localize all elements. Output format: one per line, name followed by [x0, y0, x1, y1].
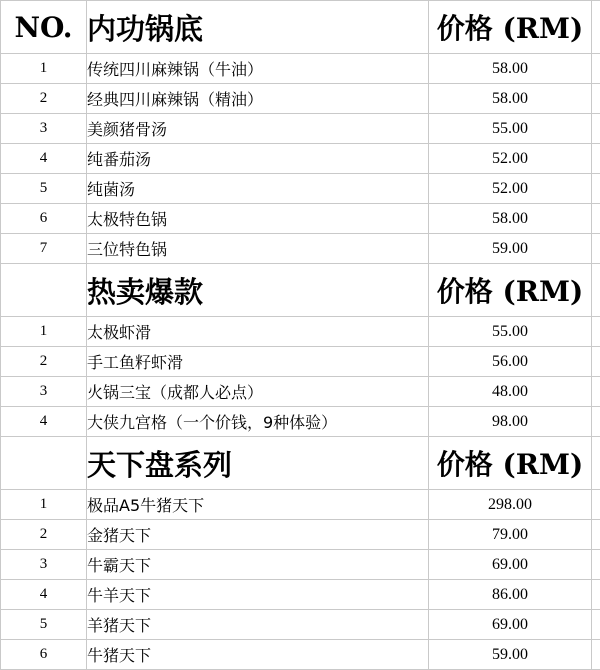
- no-column-header: NO.: [1, 1, 87, 54]
- table-row: [1, 114, 600, 144]
- empty-cell: [592, 54, 600, 84]
- item-price: 298.00: [429, 490, 592, 520]
- item-number: 4: [1, 580, 87, 610]
- section-header-row: [1, 264, 600, 317]
- table-row: [1, 144, 600, 174]
- table-row: [1, 204, 600, 234]
- item-number: 3: [1, 550, 87, 580]
- item-name: 羊猪天下: [87, 610, 429, 640]
- empty-cell: [592, 640, 600, 670]
- table-row: [1, 377, 600, 407]
- section-header-row: [1, 437, 600, 490]
- item-price: 69.00: [429, 550, 592, 580]
- table-row: [1, 640, 600, 670]
- empty-cell: [592, 580, 600, 610]
- item-number: 5: [1, 174, 87, 204]
- item-price: 69.00: [429, 610, 592, 640]
- price-unit: (RM): [503, 12, 584, 45]
- table-row: [1, 317, 600, 347]
- empty-cell: [592, 264, 600, 317]
- item-name: 大侠九宫格（一个价钱，9种体验）: [87, 407, 429, 437]
- item-number: 6: [1, 640, 87, 670]
- item-price: 52.00: [429, 174, 592, 204]
- item-price: 59.00: [429, 640, 592, 670]
- table-row: [1, 580, 600, 610]
- item-name: 牛羊天下: [87, 580, 429, 610]
- table-row: [1, 84, 600, 114]
- item-name: 太极特色锅: [87, 204, 429, 234]
- section-header-row: [1, 1, 600, 54]
- price-label: 价格: [437, 12, 493, 45]
- item-name: 纯番茄汤: [87, 144, 429, 174]
- item-number: 1: [1, 317, 87, 347]
- item-number: 2: [1, 84, 87, 114]
- item-price: 58.00: [429, 204, 592, 234]
- item-name: 极品A5牛猪天下: [87, 490, 429, 520]
- price-label: 价格: [437, 448, 493, 481]
- item-number: 3: [1, 377, 87, 407]
- empty-cell: [592, 347, 600, 377]
- item-name: 太极虾滑: [87, 317, 429, 347]
- empty-cell: [592, 550, 600, 580]
- item-number: 1: [1, 54, 87, 84]
- item-number: 1: [1, 490, 87, 520]
- item-price: 55.00: [429, 317, 592, 347]
- empty-cell: [592, 1, 600, 54]
- item-price: 59.00: [429, 234, 592, 264]
- item-price: 48.00: [429, 377, 592, 407]
- item-price: 58.00: [429, 54, 592, 84]
- item-price: 58.00: [429, 84, 592, 114]
- item-name: 牛猪天下: [87, 640, 429, 670]
- menu-table-body: [1, 1, 600, 670]
- price-label: 价格: [437, 275, 493, 308]
- item-name: 牛霸天下: [87, 550, 429, 580]
- item-price: 98.00: [429, 407, 592, 437]
- table-row: [1, 347, 600, 377]
- item-number: 7: [1, 234, 87, 264]
- empty-cell: [592, 610, 600, 640]
- price-unit: (RM): [503, 448, 584, 481]
- empty-cell: [592, 234, 600, 264]
- table-row: [1, 407, 600, 437]
- item-price: 55.00: [429, 114, 592, 144]
- section-title: 内功锅底: [87, 1, 429, 54]
- item-price: 52.00: [429, 144, 592, 174]
- item-price: 79.00: [429, 520, 592, 550]
- empty-cell: [1, 437, 87, 490]
- item-number: 6: [1, 204, 87, 234]
- item-name: 纯菌汤: [87, 174, 429, 204]
- table-row: [1, 54, 600, 84]
- empty-cell: [592, 204, 600, 234]
- item-price: 56.00: [429, 347, 592, 377]
- item-price: 86.00: [429, 580, 592, 610]
- table-row: [1, 174, 600, 204]
- table-row: [1, 490, 600, 520]
- empty-cell: [592, 114, 600, 144]
- item-name: 手工鱼籽虾滑: [87, 347, 429, 377]
- item-name: 火锅三宝（成都人必点）: [87, 377, 429, 407]
- item-name: 传统四川麻辣锅（牛油）: [87, 54, 429, 84]
- price-column-header: [429, 1, 592, 54]
- item-name: 金猪天下: [87, 520, 429, 550]
- empty-cell: [592, 490, 600, 520]
- empty-cell: [592, 317, 600, 347]
- item-name: 三位特色锅: [87, 234, 429, 264]
- item-number: 5: [1, 610, 87, 640]
- empty-cell: [592, 174, 600, 204]
- section-title: 热卖爆款: [87, 264, 429, 317]
- item-name: 经典四川麻辣锅（精油）: [87, 84, 429, 114]
- item-number: 4: [1, 144, 87, 174]
- table-row: [1, 234, 600, 264]
- empty-cell: [592, 84, 600, 114]
- empty-cell: [592, 437, 600, 490]
- price-column-header: [429, 437, 592, 490]
- section-title: 天下盘系列: [87, 437, 429, 490]
- item-number: 3: [1, 114, 87, 144]
- table-row: [1, 610, 600, 640]
- empty-cell: [592, 377, 600, 407]
- empty-cell: [592, 144, 600, 174]
- table-row: [1, 520, 600, 550]
- item-number: 4: [1, 407, 87, 437]
- empty-cell: [592, 520, 600, 550]
- item-number: 2: [1, 347, 87, 377]
- item-name: 美颜猪骨汤: [87, 114, 429, 144]
- empty-cell: [592, 407, 600, 437]
- table-row: [1, 550, 600, 580]
- price-column-header: [429, 264, 592, 317]
- price-unit: (RM): [503, 275, 584, 308]
- empty-cell: [1, 264, 87, 317]
- item-number: 2: [1, 520, 87, 550]
